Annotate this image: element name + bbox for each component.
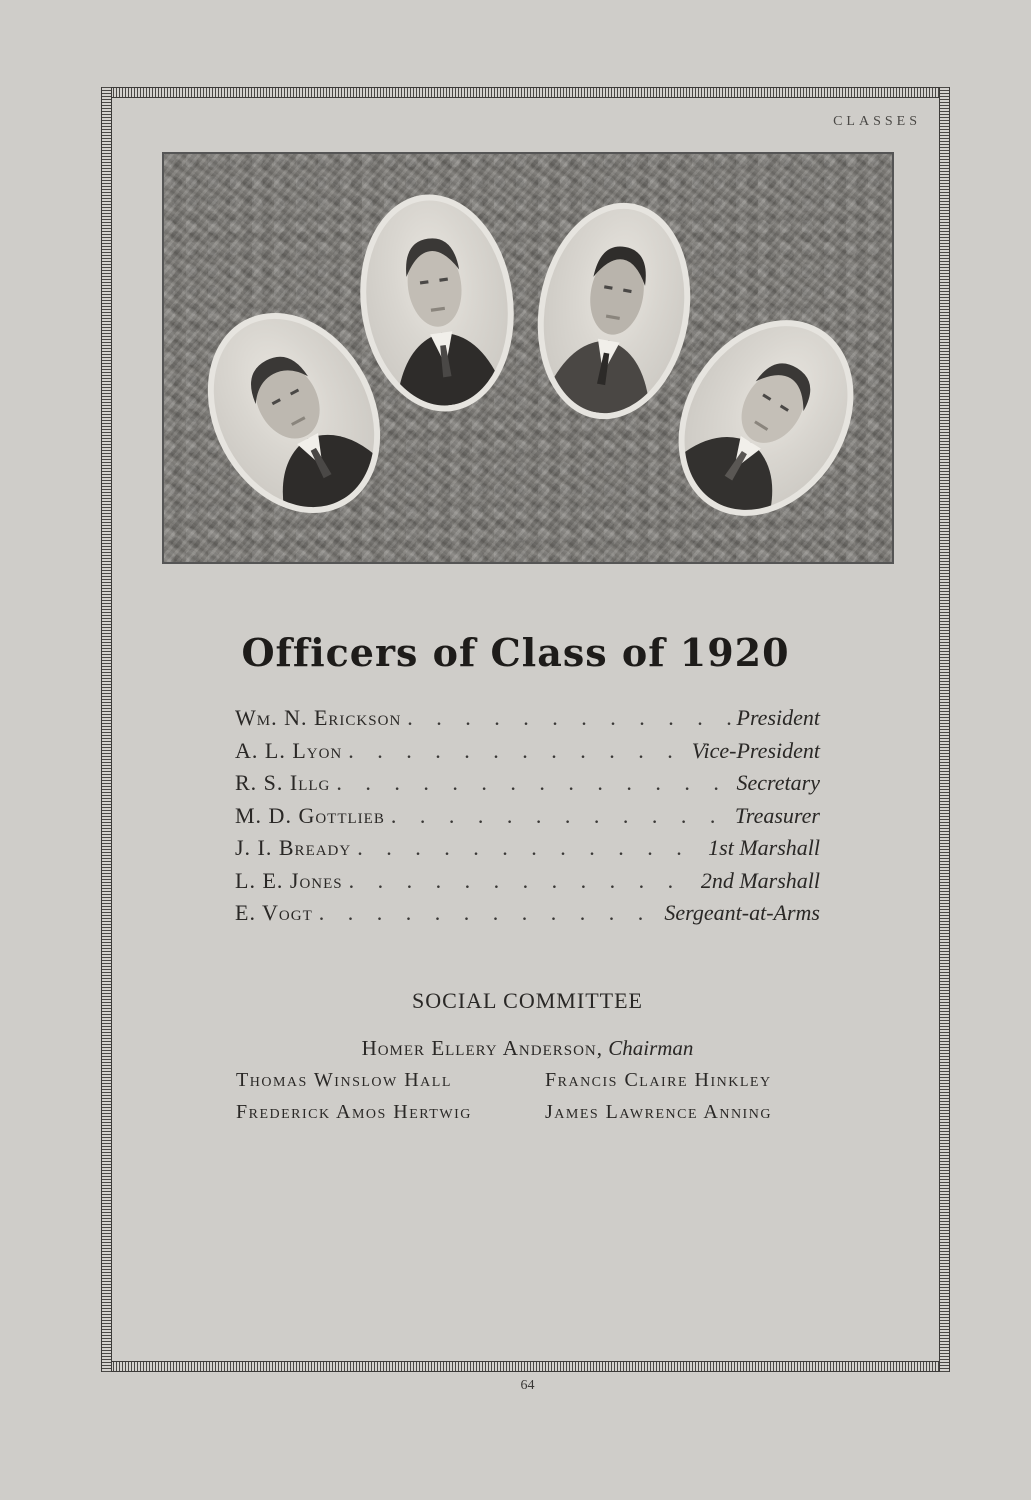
officer-row (235, 738, 820, 771)
committee-chairman (0, 1036, 1031, 1061)
officer-row (235, 770, 820, 803)
officer-office: President (736, 705, 820, 730)
officer-row (235, 705, 820, 738)
dot-leader (357, 835, 702, 861)
officer-office: 1st Marshall (708, 835, 820, 860)
committee-heading: SOCIAL COMMITTEE (412, 988, 643, 1013)
dot-leader (319, 900, 659, 926)
officer-office: Treasurer (734, 802, 820, 828)
officer-office: 2nd Marshall (700, 867, 820, 893)
chairman-name: Homer Ellery Anderson, (361, 1036, 603, 1060)
dot-leader (336, 770, 730, 796)
dot-leader (391, 803, 729, 829)
left-border (101, 87, 112, 1372)
officer-name: Wm. N. Erickson (235, 705, 402, 730)
dot-leader (349, 868, 695, 894)
officer-photo-panel (162, 152, 894, 564)
officer-name: A. L. Lyon (235, 737, 343, 763)
officer-name: R. S. Illg (235, 770, 331, 795)
top-border (101, 87, 950, 98)
page-title: Officers of Class of 1920 (241, 630, 790, 675)
page-number: 64 (520, 1378, 535, 1393)
officer-office: Sergeant-at-Arms (664, 900, 820, 925)
portrait-photo (521, 191, 707, 432)
officer-name: E. Vogt (235, 900, 313, 925)
officer-row (235, 868, 820, 901)
running-head: CLASSES (833, 114, 921, 129)
officers-list (235, 705, 820, 933)
officer-row (235, 900, 820, 933)
officer-office: Secretary (736, 770, 820, 795)
dot-leader (348, 738, 685, 764)
bottom-border (101, 1361, 950, 1372)
chairman-role: Chairman (608, 1036, 694, 1060)
officer-name: L. E. Jones (235, 867, 343, 893)
officer-name: M. D. Gottlieb (235, 802, 385, 828)
officer-office: Vice-President (691, 737, 820, 763)
committee-member: Thomas Winslow Hall (236, 1069, 452, 1091)
portrait-photo (347, 184, 528, 421)
committee-member: Frederick Amos Hertwig (236, 1101, 472, 1123)
right-border (939, 87, 950, 1372)
dot-leader (407, 705, 730, 731)
officer-name: J. I. Bready (235, 835, 352, 860)
committee-member: James Lawrence Anning (545, 1101, 772, 1123)
committee-member: Francis Claire Hinkley (545, 1069, 772, 1091)
officer-row (235, 835, 820, 868)
officer-row (235, 803, 820, 836)
